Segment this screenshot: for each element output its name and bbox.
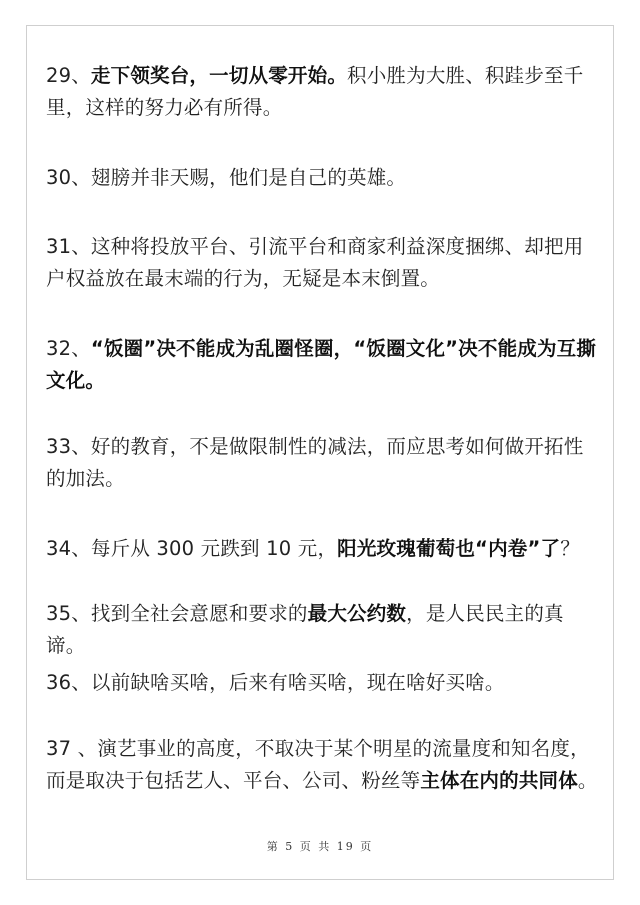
quote-item-34 bbox=[46, 533, 580, 565]
item-text: 每斤从 300 元跌到 10 元， bbox=[90, 537, 338, 560]
item-number: 37 、 bbox=[46, 737, 98, 760]
item-text: 。 bbox=[577, 769, 598, 792]
quote-item-31 bbox=[46, 231, 602, 295]
item-text: 演艺事业的高度，不取决于某个明星的流量度和知名度，而是取决于包括艺人、平台、公司、粉丝等 bbox=[46, 737, 590, 792]
item-number: 31、 bbox=[46, 235, 91, 258]
item-text: 找到全社会意愿和要求的 bbox=[90, 602, 308, 625]
quote-item-37 bbox=[46, 733, 602, 797]
item-number: 29、 bbox=[46, 64, 91, 87]
quote-item-29 bbox=[46, 60, 602, 124]
item-text: ？ bbox=[560, 537, 580, 560]
item-text: 以前缺啥买啥，后来有啥买啥，现在啥好买啥。 bbox=[90, 671, 505, 694]
quote-item-32 bbox=[46, 333, 602, 397]
item-text-bold: “饭圈”决不能成为乱圈怪圈，“饭圈文化”决不能成为互撕文化。 bbox=[46, 337, 597, 392]
item-number: 36、 bbox=[46, 671, 91, 694]
item-text: ，是人民民主的真谛。 bbox=[46, 602, 564, 657]
item-text-bold: 最大公约数 bbox=[307, 602, 407, 625]
item-text: 翅膀并非天赐，他们是自己的英雄。 bbox=[90, 166, 407, 189]
quote-item-30 bbox=[46, 162, 406, 194]
item-text: 这种将投放平台、引流平台和商家利益深度捆绑、却把用户权益放在最末端的行为，无疑是本末倒置。 bbox=[46, 235, 584, 290]
item-text: 好的教育，不是做限制性的减法，而应思考如何做开拓性的加法。 bbox=[46, 435, 584, 490]
item-number: 35、 bbox=[46, 602, 91, 625]
item-text-bold: 阳光玫瑰葡萄也“内卷”了 bbox=[337, 537, 561, 560]
item-text: 积小胜为大胜、积跬步至千里，这样的努力必有所得。 bbox=[46, 64, 584, 119]
item-text-bold: 主体在内的共同体 bbox=[420, 769, 578, 792]
quote-item-36 bbox=[46, 667, 505, 699]
item-number: 32、 bbox=[46, 337, 91, 360]
page-number-footer: 第 5 页 共 19 页 bbox=[266, 840, 374, 853]
item-number: 33、 bbox=[46, 435, 91, 458]
quote-item-33 bbox=[46, 431, 602, 495]
item-number: 30、 bbox=[46, 166, 91, 189]
quote-item-35 bbox=[46, 598, 602, 662]
item-text-bold: 走下领奖台，一切从零开始。 bbox=[90, 64, 348, 87]
item-number: 34、 bbox=[46, 537, 91, 560]
